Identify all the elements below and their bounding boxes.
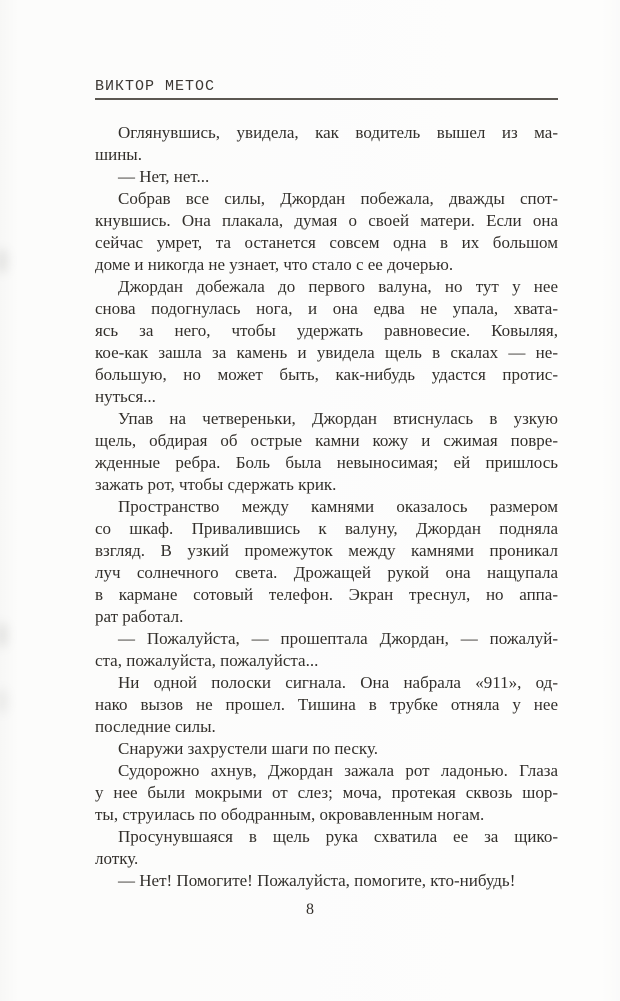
text-line: сейчас умрет, та останется совсем одна в их большом	[95, 233, 558, 252]
text-line: лотку.	[95, 849, 139, 868]
paragraph	[95, 496, 558, 628]
paragraph	[95, 122, 558, 166]
text-line: Собрав все силы, Джордан побежала, дважды спот-	[118, 189, 558, 208]
text-line: — Нет, нет...	[118, 167, 210, 186]
text-line: нако вызов не прошел. Тишина в трубке отняла у нее	[95, 695, 558, 714]
text-line: со шкаф. Привалившись к валуну, Джордан подняла	[95, 519, 558, 538]
text-line: жденные ребра. Боль была невыносимая; ей пришлось	[95, 453, 558, 472]
text-line: Снаружи захрустели шаги по песку.	[118, 739, 378, 758]
paragraph	[95, 276, 558, 408]
scan-artifact	[0, 248, 8, 274]
text-line: ясь за него, чтобы удержать равновесие. Ковыляя,	[95, 321, 558, 340]
running-header-author: ВИКТОР МЕТОС	[95, 79, 558, 100]
paragraph	[95, 826, 558, 870]
text-line: кое-как зашла за камень и увидела щель в скалах — не-	[95, 343, 558, 362]
paragraph	[95, 408, 558, 496]
paragraph	[95, 628, 558, 672]
scan-artifact	[0, 688, 8, 714]
text-line: нуться...	[95, 387, 156, 406]
text-line: большую, но может быть, как-нибудь удастся протис-	[95, 365, 558, 384]
text-line: рат работал.	[95, 607, 184, 626]
text-line: Упав на четвереньки, Джордан втиснулась в узкую	[118, 409, 558, 428]
paragraph	[95, 738, 558, 760]
text-line: доме и никогда не узнает, что стало с ее дочерью.	[95, 255, 454, 274]
text-line: у нее были мокрыми от слез; моча, протекая сквозь шор-	[95, 783, 558, 802]
text-line: Джордан добежала до первого валуна, но тут у нее	[118, 277, 558, 296]
paragraph	[95, 188, 558, 276]
text-line: зажать рот, чтобы сдержать крик.	[95, 475, 337, 494]
text-line: щель, обдирая об острые камни кожу и сжимая повре-	[95, 431, 558, 450]
text-line: снова подогнулась нога, и она едва не упала, хвата-	[95, 299, 558, 318]
page-number: 8	[306, 901, 314, 918]
text-line: в кармане сотовый телефон. Экран треснул, но аппа-	[95, 585, 558, 604]
text-line: взгляд. В узкий промежуток между камнями проникал	[95, 541, 558, 560]
text-line: Ни одной полоски сигнала. Она набрала «911», од-	[118, 673, 558, 692]
text-line: ста, пожалуйста, пожалуйста...	[95, 651, 319, 670]
page-body-text	[95, 122, 558, 892]
paragraph	[95, 870, 558, 892]
paragraph	[95, 760, 558, 826]
paragraph	[95, 672, 558, 738]
text-line: Пространство между камнями оказалось размером	[118, 497, 558, 516]
text-line: последние силы.	[95, 717, 216, 736]
text-line: — Нет! Помогите! Пожалуйста, помогите, кто-нибудь!	[118, 871, 516, 890]
text-line: кнувшись. Она плакала, думая о своей матери. Если она	[95, 211, 558, 230]
text-line: Судорожно ахнув, Джордан зажала рот ладонью. Глаза	[118, 761, 558, 780]
text-line: Просунувшаяся в щель рука схватила ее за щико-	[118, 827, 558, 846]
text-line: шины.	[95, 145, 142, 164]
text-line: луч солнечного света. Дрожащей рукой она нащупала	[95, 563, 558, 582]
scan-artifact	[0, 622, 8, 648]
text-line: — Пожалуйста, — прошептала Джордан, — пожалуй-	[118, 629, 558, 648]
text-line: Оглянувшись, увидела, как водитель вышел из ма-	[118, 123, 558, 142]
paragraph	[95, 166, 558, 188]
text-line: ты, струилась по ободранным, окровавленным ногам.	[95, 805, 485, 824]
